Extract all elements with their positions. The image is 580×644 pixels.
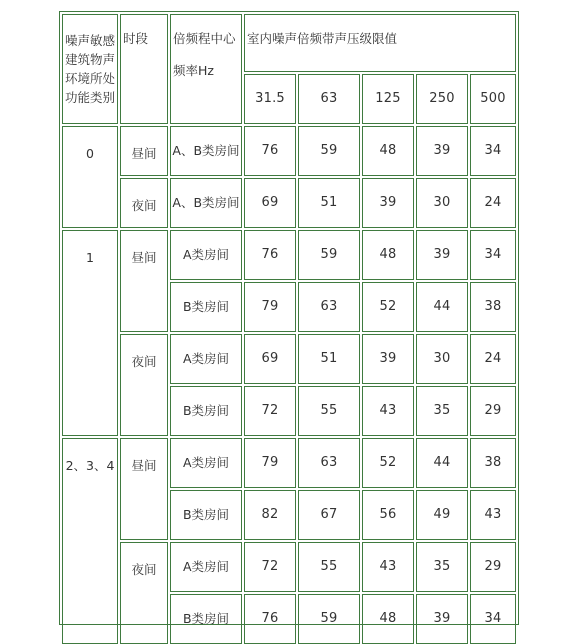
limit-value-cell: 72 xyxy=(244,386,296,436)
header-limit: 室内噪声倍频带声压级限值 xyxy=(244,14,516,72)
limit-value-cell: 35 xyxy=(416,386,468,436)
limit-value-cell: 39 xyxy=(362,334,414,384)
room-type-cell: A类房间 xyxy=(170,438,242,488)
room-type-cell: B类房间 xyxy=(170,594,242,644)
limit-value-cell: 59 xyxy=(298,126,360,176)
limit-value-cell: 56 xyxy=(362,490,414,540)
limit-value-cell: 82 xyxy=(244,490,296,540)
limit-value-cell: 34 xyxy=(470,126,516,176)
limit-value-cell: 52 xyxy=(362,438,414,488)
period-cell: 昼间 xyxy=(120,438,168,540)
room-type-cell: A类房间 xyxy=(170,542,242,592)
limit-value-cell: 39 xyxy=(416,594,468,644)
limit-value-cell: 34 xyxy=(470,594,516,644)
limit-value-cell: 72 xyxy=(244,542,296,592)
limit-value-cell: 48 xyxy=(362,594,414,644)
limit-value-cell: 39 xyxy=(416,230,468,280)
period-cell: 夜间 xyxy=(120,542,168,644)
freq-header-cell: 31.5 xyxy=(244,74,296,124)
header-frequency-center: 倍频程中心 xyxy=(173,31,236,46)
limit-value-cell: 39 xyxy=(362,178,414,228)
limit-value-cell: 43 xyxy=(362,386,414,436)
room-type-cell: B类房间 xyxy=(170,386,242,436)
limit-value-cell: 44 xyxy=(416,282,468,332)
limit-value-cell: 69 xyxy=(244,334,296,384)
header-frequency xyxy=(170,14,242,124)
period-cell: 昼间 xyxy=(120,230,168,332)
limit-value-cell: 63 xyxy=(298,282,360,332)
room-type-cell: B类房间 xyxy=(170,282,242,332)
freq-header-cell: 500 xyxy=(470,74,516,124)
header-frequency-unit: 频率Hz xyxy=(173,63,214,78)
limit-value-cell: 24 xyxy=(470,334,516,384)
freq-header-cell: 250 xyxy=(416,74,468,124)
limit-value-cell: 38 xyxy=(470,282,516,332)
room-type-cell: A类房间 xyxy=(170,230,242,280)
limit-value-cell: 34 xyxy=(470,230,516,280)
room-type-cell: A、B类房间 xyxy=(170,126,242,176)
limit-value-cell: 48 xyxy=(362,126,414,176)
limit-value-cell: 30 xyxy=(416,334,468,384)
limit-value-cell: 76 xyxy=(244,230,296,280)
period-cell: 昼间 xyxy=(120,126,168,176)
limit-value-cell: 52 xyxy=(362,282,414,332)
limit-value-cell: 69 xyxy=(244,178,296,228)
limit-value-cell: 24 xyxy=(470,178,516,228)
limit-value-cell: 44 xyxy=(416,438,468,488)
header-period: 时段 xyxy=(120,14,168,124)
category-cell: 2、3、4 xyxy=(62,438,118,644)
freq-header-cell: 125 xyxy=(362,74,414,124)
noise-limit-table xyxy=(59,11,519,625)
limit-value-cell: 39 xyxy=(416,126,468,176)
limit-value-cell: 43 xyxy=(362,542,414,592)
limit-value-cell: 43 xyxy=(470,490,516,540)
room-type-cell: A、B类房间 xyxy=(170,178,242,228)
category-cell: 1 xyxy=(62,230,118,436)
limit-value-cell: 51 xyxy=(298,178,360,228)
limit-value-cell: 51 xyxy=(298,334,360,384)
limit-value-cell: 59 xyxy=(298,594,360,644)
limit-value-cell: 76 xyxy=(244,126,296,176)
limit-value-cell: 63 xyxy=(298,438,360,488)
limit-value-cell: 76 xyxy=(244,594,296,644)
limit-value-cell: 29 xyxy=(470,386,516,436)
header-category: 噪声敏感建筑物声环境所处功能类别 xyxy=(62,14,118,124)
limit-value-cell: 79 xyxy=(244,282,296,332)
limit-value-cell: 79 xyxy=(244,438,296,488)
limit-value-cell: 49 xyxy=(416,490,468,540)
limit-value-cell: 30 xyxy=(416,178,468,228)
limit-value-cell: 48 xyxy=(362,230,414,280)
limit-value-cell: 55 xyxy=(298,386,360,436)
room-type-cell: A类房间 xyxy=(170,334,242,384)
period-cell: 夜间 xyxy=(120,178,168,228)
limit-value-cell: 67 xyxy=(298,490,360,540)
limit-value-cell: 55 xyxy=(298,542,360,592)
category-cell: 0 xyxy=(62,126,118,228)
limit-value-cell: 59 xyxy=(298,230,360,280)
freq-header-cell: 63 xyxy=(298,74,360,124)
period-cell: 夜间 xyxy=(120,334,168,436)
limit-value-cell: 38 xyxy=(470,438,516,488)
limit-value-cell: 35 xyxy=(416,542,468,592)
room-type-cell: B类房间 xyxy=(170,490,242,540)
limit-value-cell: 29 xyxy=(470,542,516,592)
